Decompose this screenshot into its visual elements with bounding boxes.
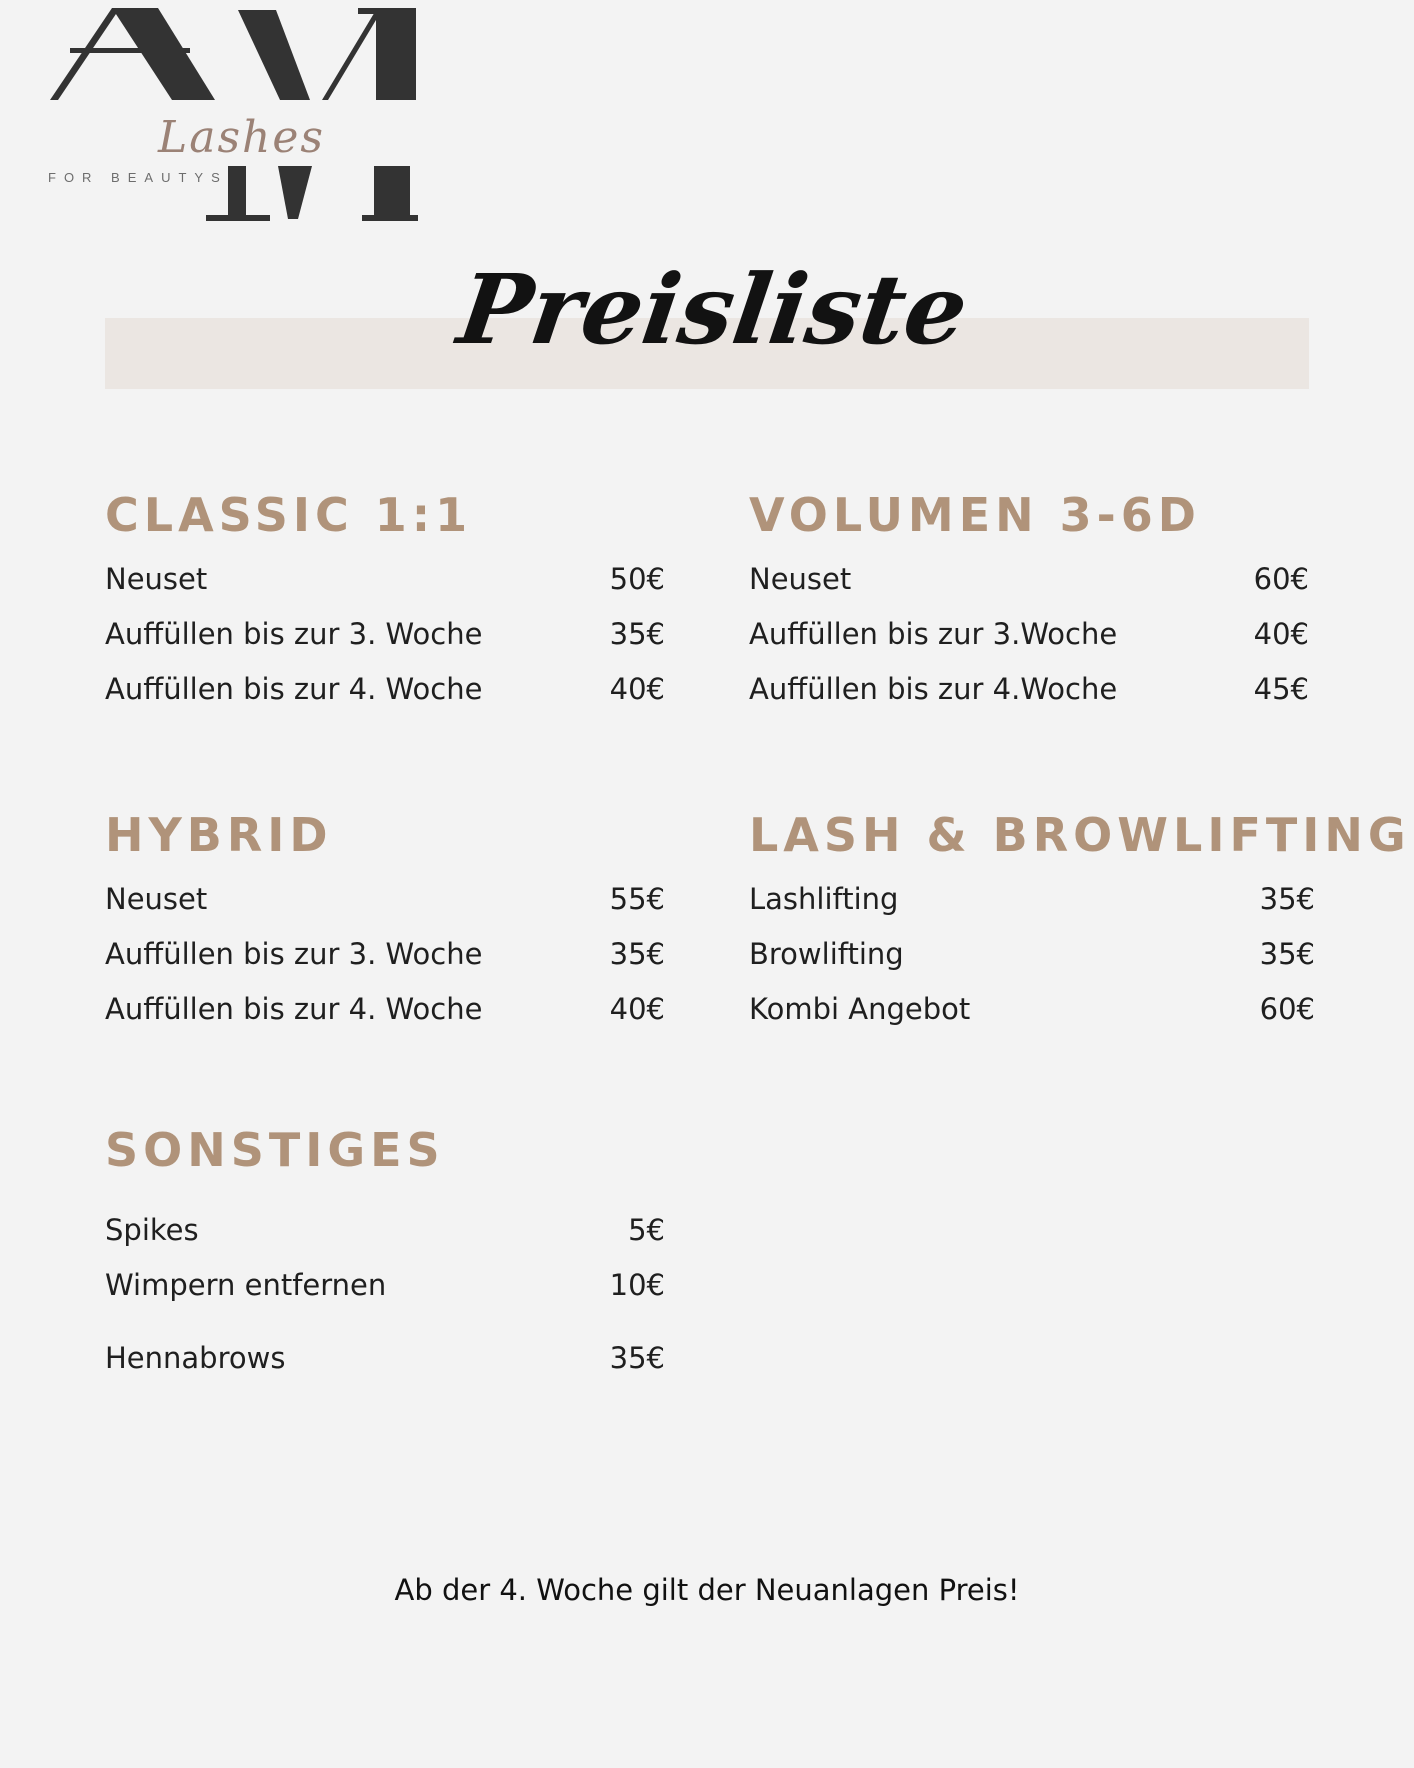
section-hybrid [105, 808, 665, 1037]
price-row [749, 872, 1315, 927]
service-name: Auffüllen bis zur 4.Woche [749, 672, 1118, 706]
price-row [749, 982, 1315, 1037]
section-sonstiges [105, 1123, 665, 1386]
section-volumen [749, 488, 1309, 717]
service-price: 40€ [609, 992, 665, 1026]
section-heading: CLASSIC 1:1 [105, 488, 473, 542]
service-price: 45€ [1253, 672, 1309, 706]
service-price: 35€ [1259, 882, 1315, 916]
service-price: 40€ [609, 672, 665, 706]
price-row [105, 1331, 665, 1386]
section-heading: SONSTIGES [105, 1123, 445, 1177]
service-name: Auffüllen bis zur 4. Woche [105, 992, 483, 1026]
service-name: Kombi Angebot [749, 992, 971, 1026]
price-row [749, 607, 1309, 662]
logo-tagline: FOR BEAUTYS [48, 170, 228, 185]
section-classic [105, 488, 665, 717]
service-name: Wimpern entfernen [105, 1268, 387, 1302]
section-lash-browlifting [749, 808, 1411, 1037]
section-heading: HYBRID [105, 808, 333, 862]
service-price: 10€ [609, 1268, 665, 1302]
price-row [105, 927, 665, 982]
service-name: Auffüllen bis zur 3.Woche [749, 617, 1118, 651]
service-price: 35€ [609, 937, 665, 971]
service-price: 55€ [609, 882, 665, 916]
price-row [749, 927, 1315, 982]
price-row [749, 662, 1309, 717]
page-title: Preisliste [451, 253, 975, 366]
brand-logo [40, 0, 480, 230]
service-price: 60€ [1253, 562, 1309, 596]
section-heading: VOLUMEN 3-6D [749, 488, 1201, 542]
service-name: Auffüllen bis zur 3. Woche [105, 937, 483, 971]
price-row [105, 1258, 665, 1313]
service-name: Spikes [105, 1213, 199, 1247]
price-row [105, 552, 665, 607]
price-row [105, 1203, 665, 1258]
service-price: 35€ [1259, 937, 1315, 971]
service-price: 35€ [609, 617, 665, 651]
service-price: 60€ [1259, 992, 1315, 1026]
price-row [105, 607, 665, 662]
service-name: Hennabrows [105, 1341, 286, 1375]
service-name: Neuset [105, 882, 208, 916]
service-name: Neuset [105, 562, 208, 596]
price-row [105, 872, 665, 927]
service-price: 40€ [1253, 617, 1309, 651]
service-name: Lashlifting [749, 882, 899, 916]
service-price: 50€ [609, 562, 665, 596]
service-price: 35€ [609, 1341, 665, 1375]
section-heading: LASH & BROWLIFTING [749, 808, 1411, 862]
service-name: Auffüllen bis zur 4. Woche [105, 672, 483, 706]
price-row [105, 982, 665, 1037]
service-price: 5€ [628, 1213, 665, 1247]
footnote: Ab der 4. Woche gilt der Neuanlagen Preis! [394, 1573, 1020, 1607]
logo-script: Lashes [158, 112, 325, 163]
service-name: Neuset [749, 562, 852, 596]
service-name: Browlifting [749, 937, 904, 971]
price-row [749, 552, 1309, 607]
service-name: Auffüllen bis zur 3. Woche [105, 617, 483, 651]
price-row [105, 662, 665, 717]
